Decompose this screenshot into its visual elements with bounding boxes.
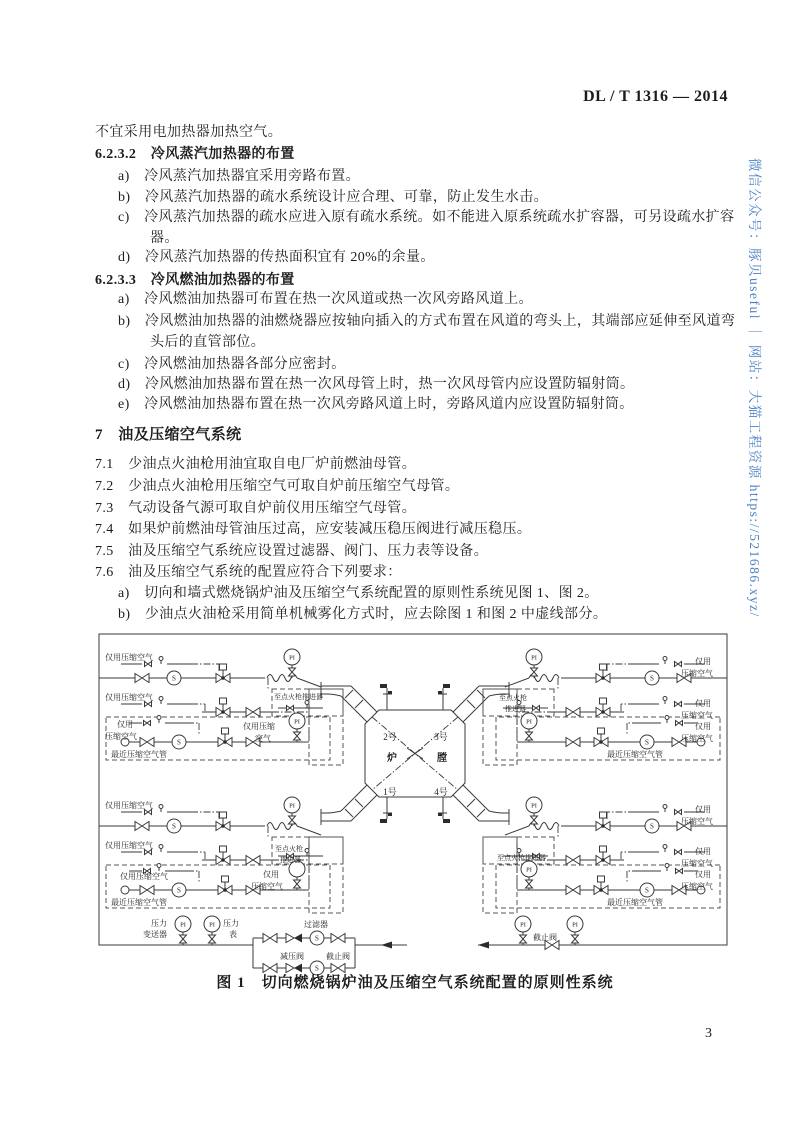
label-stop-valve: 截止阀 — [326, 952, 350, 961]
label-nearest-air-pipe: 最近压缩空气管 — [607, 750, 663, 759]
list-item: d) 冷风燃油加热器布置在热一次风母管上时，热一次风母管内应设置防辐射筒。 — [118, 377, 635, 392]
furnace-label: 炉 — [387, 753, 397, 764]
label-to-igniter: 推进器 — [505, 705, 526, 713]
label-compressed-air: 压缩空气 — [681, 734, 713, 743]
section-heading: 6.2.3.2 冷风蒸汽加热器的布置 — [95, 147, 295, 162]
filter-symbol: S — [172, 674, 176, 683]
list-item: d) 冷风蒸汽加热器的传热面积宜有 20%的余量。 — [118, 250, 435, 265]
filter-symbol: S — [315, 964, 319, 973]
label-filter: 过滤器 — [304, 920, 328, 929]
list-item: b) 冷风蒸汽加热器的疏水系统设计应合理、可靠，防止发生水击。 — [118, 190, 549, 205]
label-gauge: 表 — [229, 930, 237, 939]
clause: 7.5 油及压缩空气系统应设置过滤器、阀门、压力表等设备。 — [95, 544, 489, 559]
label-compressed-air: 压缩空气 — [681, 669, 713, 678]
list-item: b) 冷风燃油加热器的油燃烧器应按轴向插入的方式布置在风道的弯头上，其端部应延伸至风道弯 — [118, 314, 736, 329]
label-instrument: 仅用 — [117, 720, 133, 729]
page-number: 3 — [705, 1026, 712, 1041]
list-item-continuation: 器。 — [150, 231, 179, 246]
furnace — [365, 710, 465, 797]
pi-indicator: PI — [180, 921, 186, 929]
list-item: a) 冷风蒸汽加热器宜采用旁路布置。 — [118, 169, 361, 184]
list-item: c) 冷风蒸汽加热器的疏水应进入原有疏水系统。如不能进入原系统疏水扩容器，可另设疏水扩容 — [118, 210, 735, 225]
label-to-igniter: 至点火枪 — [275, 845, 303, 853]
pi-indicator: PI — [531, 802, 537, 810]
list-item: a) 切向和墙式燃烧锅炉油及压缩空气系统配置的原则性系统见图 1、图 2。 — [118, 586, 599, 601]
label-compressed-air: 压缩空气 — [681, 859, 713, 868]
label-compressed-air: 压缩空气 — [681, 817, 713, 826]
filter-symbol: S — [645, 738, 649, 747]
filter-symbol: S — [177, 738, 181, 747]
stop-valve-line — [478, 916, 583, 950]
pi-indicator: PI — [209, 921, 215, 929]
doc-number: DL / T 1316 — 2014 — [583, 88, 728, 105]
label-to-igniter: 至点火枪推进器 — [274, 693, 323, 701]
label-nearest-air-pipe: 最近压缩空气管 — [607, 898, 663, 907]
figure-caption: 图 1 切向燃烧锅炉油及压缩空气系统配置的原则性系统 — [216, 975, 614, 991]
label-instrument-air: 仅用压缩空气 — [105, 801, 153, 810]
label-stop-valve: 截止阀 — [533, 933, 557, 942]
pi-indicator: PI — [572, 921, 578, 929]
label-to-igniter: 至点火枪推进器 — [497, 854, 546, 862]
corner-4-label: 4号 — [434, 787, 448, 797]
pi-indicator: PI — [520, 921, 526, 929]
label-transmitter: 变送器 — [143, 930, 167, 939]
label-to-igniter: 至点火枪 — [499, 694, 527, 702]
filter-symbol: S — [645, 886, 649, 895]
figure-1 — [95, 630, 735, 983]
list-item-continuation: 头后的直管部位。 — [150, 335, 266, 350]
corner-3-label: 3号 — [434, 732, 448, 742]
pi-indicator: PI — [531, 654, 537, 662]
filter-symbol: S — [177, 886, 181, 895]
list-item: b) 少油点火油枪采用简单机械雾化方式时，应去除图 1 和图 2 中虚线部分。 — [118, 607, 608, 622]
label-instrument: 仅用 — [695, 847, 711, 856]
section-heading: 6.2.3.3 冷风燃油加热器的布置 — [95, 273, 295, 288]
label-instrument: 仅用 — [263, 870, 279, 879]
clause: 7.3 气动设备气源可取自炉前仪用压缩空气母管。 — [95, 501, 417, 516]
label-compressed-air: 压缩空气 — [251, 882, 283, 891]
chapter-heading: 7 油及压缩空气系统 — [95, 427, 242, 443]
label-instrument-air: 仅用压缩空气 — [120, 872, 168, 881]
label-instrument: 仅用 — [695, 657, 711, 666]
clause: 7.2 少油点火油枪用压缩空气可取自炉前压缩空气母管。 — [95, 479, 460, 494]
pi-indicator: PI — [289, 802, 295, 810]
filter-symbol: S — [315, 934, 319, 943]
furnace-label: 膛 — [437, 753, 447, 764]
pi-indicator: PI — [526, 866, 532, 874]
label-instrument-air: 仅用压缩空气 — [105, 841, 153, 850]
label-nearest-air-pipe: 最近压缩空气管 — [111, 750, 167, 759]
label-instrument-air: 仅用压缩空气 — [105, 653, 153, 662]
label-instrument: 仅用 — [695, 805, 711, 814]
filter-symbol: S — [650, 674, 654, 683]
list-item: a) 冷风燃油加热器可布置在热一次风道或热一次风旁路风道上。 — [118, 292, 533, 307]
label-instrument: 仅用 — [695, 722, 711, 731]
label-pressure: 压力 — [223, 919, 239, 928]
label-nearest-air-pipe: 最近压缩空气管 — [111, 898, 167, 907]
filter-symbol: S — [172, 822, 176, 831]
list-item: e) 冷风燃油加热器布置在热一次风旁路风道上时，旁路风道内应设置防辐射筒。 — [118, 397, 634, 412]
label-instrument-air: 仅用压缩空气 — [105, 693, 153, 702]
pi-indicator: PI — [289, 654, 295, 662]
label-air: 空气 — [255, 734, 271, 743]
label-to-igniter: 推进器 — [280, 856, 301, 864]
label-pressure: 压力 — [151, 919, 167, 928]
label-compressed-air: 压缩空气 — [105, 732, 137, 741]
clause: 7.1 少油点火油枪用油宜取自电厂炉前燃油母管。 — [95, 457, 417, 472]
paragraph-line: 不宜采用电加热器加热空气。 — [95, 125, 283, 140]
clause: 7.4 如果炉前燃油母管油压过高，应安装减压稳压阀进行减压稳压。 — [95, 522, 532, 537]
pi-indicator: PI — [294, 718, 300, 726]
label-instrument: 仅用 — [695, 870, 711, 879]
label-compressed-air: 压缩空气 — [681, 882, 713, 891]
list-item: c) 冷风燃油加热器各部分应密封。 — [118, 357, 346, 372]
label-instr-air: 仅用压缩 — [243, 722, 275, 731]
corner-1-label: 1号 — [383, 787, 397, 797]
label-instrument: 仅用 — [695, 699, 711, 708]
clause: 7.6 油及压缩空气系统的配置应符合下列要求： — [95, 565, 402, 580]
label-reducing-valve: 减压阀 — [280, 952, 304, 961]
pi-indicator: PI — [526, 718, 532, 726]
filter-symbol: S — [650, 822, 654, 831]
corner-2-label: 2号 — [383, 732, 397, 742]
label-compressed-air: 压缩空气 — [681, 711, 713, 720]
figure-1-diagram — [95, 630, 735, 978]
watermark-text: 微信公众号：豚贝useful ｜ 网站：大猫工程资源 https://521686.xyz/ — [747, 158, 762, 618]
